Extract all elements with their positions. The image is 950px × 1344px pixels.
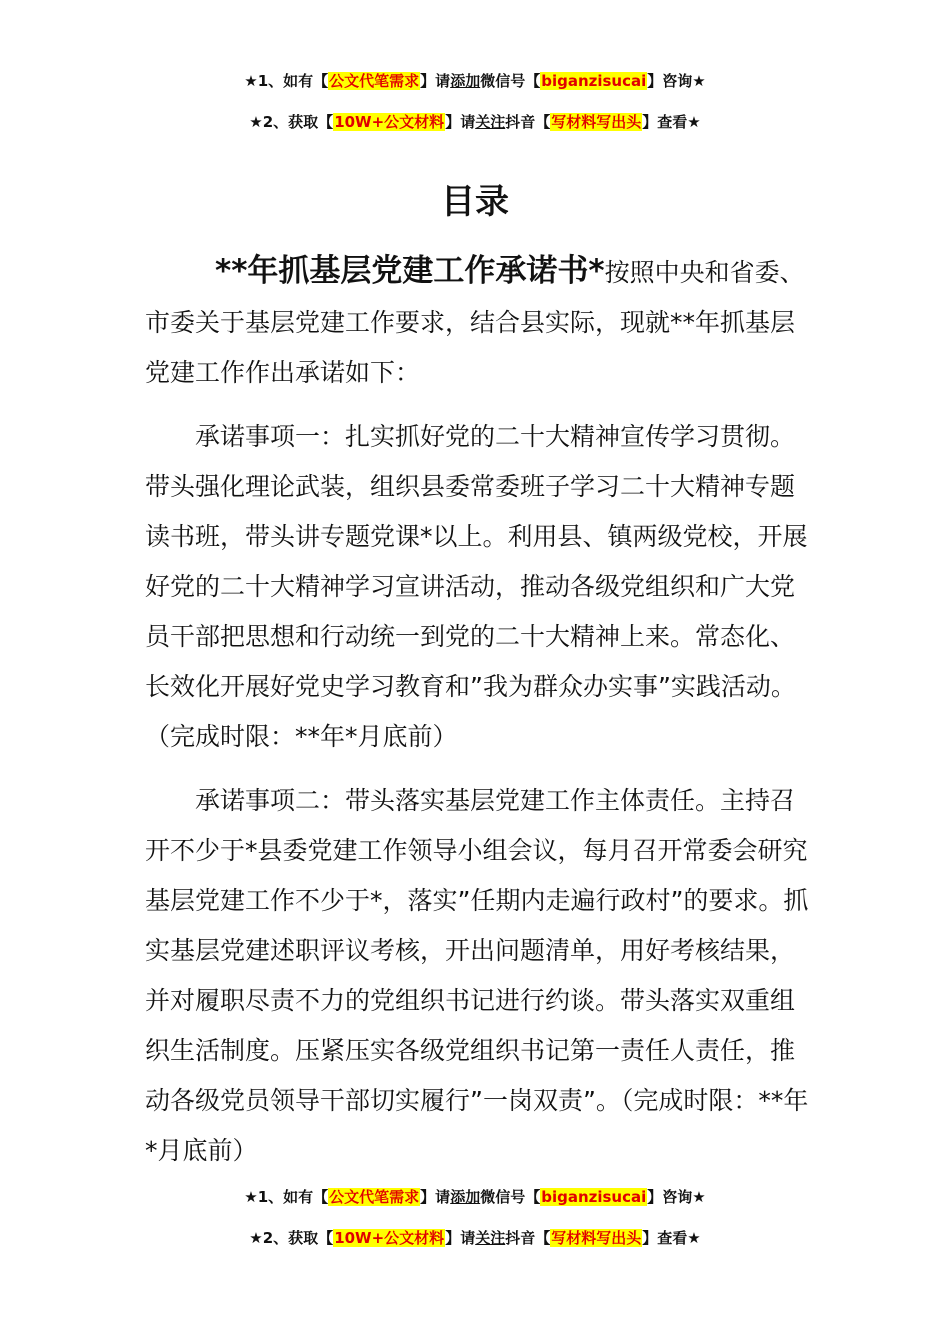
promo-underline: 关注 (475, 1229, 506, 1247)
promo-text: 】咨询★ (647, 72, 706, 90)
promo-text: ★2、获取【 (249, 1229, 334, 1247)
promo-text: 微信号【 (480, 1188, 541, 1206)
document-heading: **年抓基层党建工作承诺书* (215, 253, 605, 289)
promo-highlight: 10W+公文材料 (334, 113, 445, 131)
toc-title: 目录 (441, 182, 509, 222)
promo-line-bottom-1 (0, 1186, 950, 1208)
promo-text: 抖音【 (505, 1229, 551, 1247)
promo-highlight: 10W+公文材料 (334, 1229, 445, 1247)
promo-wechat-id: biganzisucai (541, 72, 647, 90)
promo-text: 】请 (420, 72, 451, 90)
promo-line-top-1 (0, 70, 950, 92)
promo-text: 】查看★ (642, 113, 701, 131)
promo-text: 】查看★ (642, 1229, 701, 1247)
promo-line-top-2 (0, 111, 950, 133)
intro-paragraph (145, 246, 810, 398)
promo-underline: 添加 (450, 1188, 481, 1206)
promo-text: 微信号【 (480, 72, 541, 90)
promo-account: 写材料写出头 (551, 1229, 642, 1247)
promo-underline: 关注 (475, 113, 506, 131)
promo-text: 】请 (445, 113, 476, 131)
promo-text: ★2、获取【 (249, 113, 334, 131)
promo-text: 】请 (445, 1229, 476, 1247)
intro-text: 按照中央和省委、市委关于基层党建工作要求，结合县实际，现就**年抓基层党建工作作出承诺如下： (145, 258, 805, 387)
promo-text: ★1、如有【 (244, 72, 329, 90)
promo-text: ★1、如有【 (244, 1188, 329, 1206)
commitment-1-text: 承诺事项一：扎实抓好党的二十大精神宣传学习贯彻。带头强化理论武装，组织县委常委班子学习二十大精神专题读书班，带头讲专题党课*以上。利用县、镇两级党校，开展好党的二十大精神学习宣讲活动，推动各级党组织和广大党员干部把思想和行动统一到党的二十大精神上来。常态化、长效化开展好党史学习教育和”我为群众办实事”实践活动。（完成时限：**年*月底前） (145, 422, 808, 751)
promo-underline: 添加 (450, 72, 481, 90)
promo-account: 写材料写出头 (551, 113, 642, 131)
promo-text: 】咨询★ (647, 1188, 706, 1206)
commitment-2-text: 承诺事项二：带头落实基层党建工作主体责任。主持召开不少于*县委党建工作领导小组会议，每月召开常委会研究基层党建工作不少于*，落实”任期内走遍行政村”的要求。抓实基层党建述职评议考核，开出问题清单，用好考核结果，并对履职尽责不力的党组织书记进行约谈。带头落实双重组织生活制度。压紧压实各级党组织书记第一责任人责任，推动各级党员领导干部切实履行”一岗双责”。（完成时限：**年*月底前） (145, 786, 809, 1165)
document-body (145, 246, 810, 398)
promo-text: 】请 (420, 1188, 451, 1206)
promo-line-bottom-2 (0, 1227, 950, 1249)
promo-highlight: 公文代笔需求 (329, 1188, 420, 1206)
commitment-2 (145, 776, 810, 1176)
promo-text: 抖音【 (505, 113, 551, 131)
promo-highlight: 公文代笔需求 (329, 72, 420, 90)
commitment-1 (145, 412, 810, 762)
promo-wechat-id: biganzisucai (541, 1188, 647, 1206)
